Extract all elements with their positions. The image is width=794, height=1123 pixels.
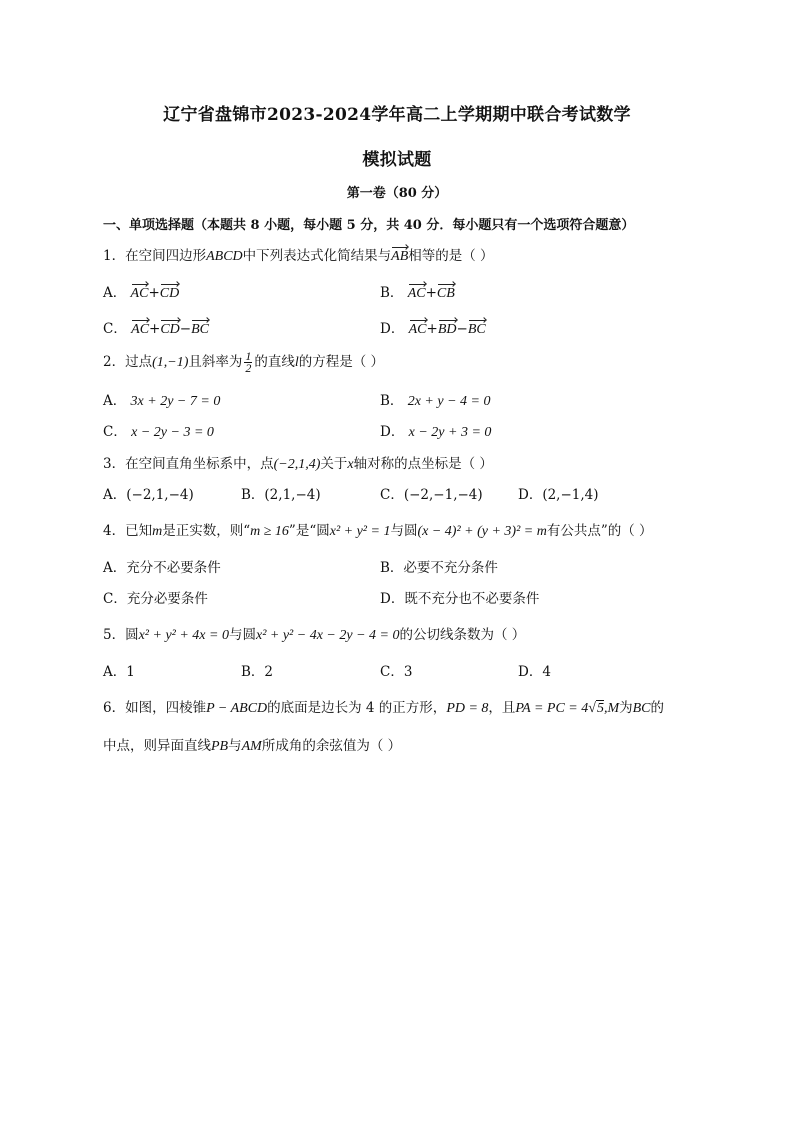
vector: BC xyxy=(467,322,486,337)
q4-text-c: ”是“圆 xyxy=(288,523,330,539)
q3-option-b[interactable]: B．(2,1,−4) xyxy=(241,487,321,503)
q4-text-a: 4．已知 xyxy=(103,523,153,539)
q4-circle-1: x² + y² = 1 xyxy=(329,524,391,539)
operator: + xyxy=(148,285,160,301)
q4-text-e: 有公共点”的（ ） xyxy=(546,523,653,539)
question-6-stem-line-2 xyxy=(103,734,401,755)
option-label: B． xyxy=(380,285,404,301)
operator: + xyxy=(149,321,161,337)
q3-axis: x xyxy=(347,457,354,472)
q3-text-a: 3．在空间直角坐标系中，点 xyxy=(103,456,274,472)
q6-text-f: 中点，则异面直线 xyxy=(103,738,211,754)
option-label: B． xyxy=(380,393,404,409)
section-heading: 一、单项选择题（本题共 8 小题，每小题 5 分，共 40 分．每小题只有一个选项符合题意） xyxy=(103,218,635,233)
q6-text-a: 6．如图，四棱锥 xyxy=(103,700,207,716)
q2-point: (1,−1) xyxy=(152,355,189,370)
q1-quad: ABCD xyxy=(206,249,243,264)
operator: − xyxy=(456,321,468,337)
vector: AC xyxy=(131,322,150,337)
q5-option-a[interactable]: A．1 xyxy=(103,664,135,680)
q6-text-d: 为 xyxy=(619,700,633,716)
option-label: A． xyxy=(103,285,127,301)
q5-text-c: 的公切线条数为（ ） xyxy=(399,627,526,643)
q1-text-a: 1．在空间四边形 xyxy=(103,248,207,264)
q1-option-b[interactable] xyxy=(380,281,455,302)
question-5-stem xyxy=(103,623,525,644)
q5-option-b[interactable]: B．2 xyxy=(241,664,274,680)
operator: + xyxy=(425,285,437,301)
q5-circle-1: x² + y² + 4x = 0 xyxy=(138,628,229,643)
option-label: C． xyxy=(103,321,127,337)
vector: CD xyxy=(160,322,180,337)
q4-m: m xyxy=(152,524,163,539)
vector: AC xyxy=(408,322,427,337)
equation: 3x + 2y − 7 = 0 xyxy=(130,394,221,409)
q6-am: AM xyxy=(241,739,262,754)
q2-text-b: 且斜率为 xyxy=(188,354,243,370)
q5-text-b: 与圆 xyxy=(228,627,256,643)
question-3-stem xyxy=(103,452,493,473)
q4-option-a[interactable]: A．充分不必要条件 xyxy=(103,560,221,576)
vector: AC xyxy=(130,286,149,301)
q6-text-b: 的底面是边长为 4 的正方形， xyxy=(267,700,447,716)
vector: AC xyxy=(407,286,426,301)
q2-option-c[interactable] xyxy=(103,420,214,441)
vector: BC xyxy=(191,322,209,337)
q2-slope-fraction xyxy=(244,351,252,374)
equation: x − 2y − 3 = 0 xyxy=(131,425,214,440)
q1-text-b: 中下列表达式化简结果与 xyxy=(242,248,392,264)
question-6-stem-line-1 xyxy=(103,696,664,717)
q1-option-c[interactable] xyxy=(103,317,209,338)
q6-text-e: 的 xyxy=(650,700,665,716)
q1-vector-ab: AB xyxy=(391,249,409,264)
q4-condition: m ≥ 16 xyxy=(250,524,289,539)
question-2-stem xyxy=(103,350,384,374)
q1-option-d[interactable] xyxy=(380,317,486,338)
fraction-denominator: 2 xyxy=(245,361,252,375)
vector: BD xyxy=(437,322,457,337)
q6-text-h: 所成角的余弦值为（ ） xyxy=(261,738,402,754)
q2-text-d: 的方程是（ ） xyxy=(298,354,385,370)
q6-pb: PB xyxy=(211,739,229,754)
q6-text-g: 与 xyxy=(228,738,242,754)
q6-bc: BC xyxy=(632,701,651,716)
vector: CB xyxy=(436,286,455,301)
q4-text-b: 是正实数，则“ xyxy=(162,523,251,539)
q5-text-a: 5．圆 xyxy=(103,627,139,643)
q4-option-b[interactable]: B．必要不充分条件 xyxy=(380,560,498,576)
q3-option-c[interactable]: C．(−2,−1,−4) xyxy=(380,487,483,503)
q6-text-c: ，且 xyxy=(488,700,516,716)
q4-option-c[interactable]: C．充分必要条件 xyxy=(103,591,208,607)
q1-option-a[interactable] xyxy=(103,281,179,302)
option-label: C． xyxy=(103,424,127,440)
option-label: D． xyxy=(380,424,405,440)
operator: + xyxy=(426,321,438,337)
q2-option-d[interactable] xyxy=(380,420,491,441)
question-4-stem xyxy=(103,519,653,540)
q2-text-a: 2．过点 xyxy=(103,354,153,370)
fraction-numerator: 1 xyxy=(245,349,252,363)
q3-point: (−2,1,4) xyxy=(273,457,321,472)
equation: 2x + y − 4 = 0 xyxy=(407,394,491,409)
page-title-line2: 模拟试题 xyxy=(362,150,432,170)
q2-text-c: 的直线 xyxy=(254,354,295,370)
q2-option-a[interactable] xyxy=(103,389,220,410)
q4-option-d[interactable]: D．既不充分也不必要条件 xyxy=(380,591,540,607)
option-label: A． xyxy=(103,393,127,409)
q3-text-c: 轴对称的点坐标是（ ） xyxy=(353,456,493,472)
q4-circle-2: (x − 4)² + (y + 3)² = m xyxy=(417,524,547,539)
q3-option-d[interactable]: D．(2,−1,4) xyxy=(518,487,599,503)
q5-option-c[interactable]: C．3 xyxy=(380,664,413,680)
q5-option-d[interactable]: D．4 xyxy=(518,664,551,680)
question-1-stem xyxy=(103,244,494,265)
q2-line-l: l xyxy=(294,355,299,370)
q3-option-a[interactable]: A．(−2,1,−4) xyxy=(103,487,194,503)
q5-circle-2: x² + y² − 4x − 2y − 4 = 0 xyxy=(255,628,400,643)
equation: x − 2y + 3 = 0 xyxy=(408,425,492,440)
q2-option-b[interactable] xyxy=(380,389,491,410)
operator: − xyxy=(179,321,192,337)
q6-pyramid: P − ABCD xyxy=(206,701,268,716)
q6-pd: PD = 8 xyxy=(446,701,489,716)
q4-text-d: 与圆 xyxy=(390,523,418,539)
volume-heading: 第一卷（80 分） xyxy=(346,186,448,201)
q6-pa-pc: PA = PC = 4 xyxy=(515,701,589,716)
q6-m: ,M xyxy=(603,701,620,716)
q3-text-b: 关于 xyxy=(320,456,348,472)
option-label: D． xyxy=(380,321,405,337)
page-title: 辽宁省盘锦市2023-2024学年高二上学期期中联合考试数学 xyxy=(163,105,631,125)
sqrt-symbol: √ xyxy=(588,701,596,716)
q1-text-c: 相等的是（ ） xyxy=(408,248,494,264)
vector: CD xyxy=(159,286,180,301)
q6-sqrt-radicand: 5 xyxy=(596,701,604,716)
